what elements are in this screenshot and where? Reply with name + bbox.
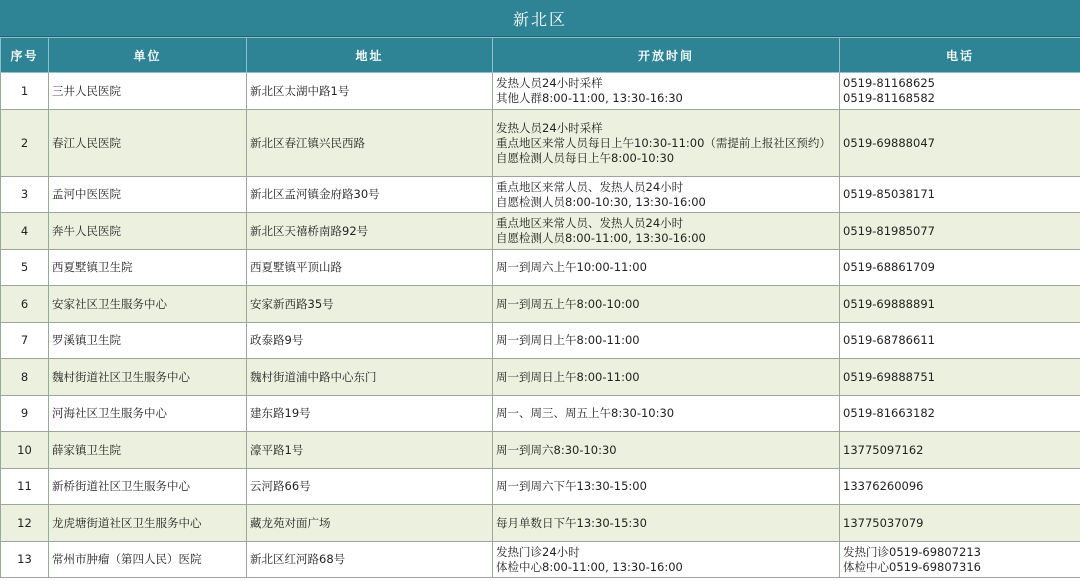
table-row <box>1 432 1080 469</box>
cell-unit: 魏村街道社区卫生服务中心 <box>49 359 247 396</box>
cell-unit: 孟河中医医院 <box>49 177 247 213</box>
cell-phone: 0519-81985077 <box>840 213 1080 250</box>
cell-address: 藏龙苑对面广场 <box>247 505 493 542</box>
cell-hours: 每月单数日下午13:30-15:30 <box>493 505 840 542</box>
cell-address: 政泰路9号 <box>247 323 493 359</box>
cell-address: 新北区天禧桥南路92号 <box>247 213 493 250</box>
cell-unit: 龙虎塘街道社区卫生服务中心 <box>49 505 247 542</box>
cell-address: 新北区红河路68号 <box>247 542 493 578</box>
cell-number: 10 <box>1 432 49 469</box>
cell-address: 新北区春江镇兴民西路 <box>247 110 493 177</box>
cell-number: 4 <box>1 213 49 250</box>
cell-unit: 薛家镇卫生院 <box>49 432 247 469</box>
cell-hours: 重点地区来常人员、发热人员24小时 自愿检测人员8:00-11:00, 13:30-16:00 <box>493 213 840 250</box>
clinic-table <box>0 37 1080 578</box>
table-row <box>1 323 1080 359</box>
column-header-phone: 电话 <box>840 38 1080 73</box>
column-header-unit: 单位 <box>49 38 247 73</box>
cell-phone: 发热门诊0519-69807213 体检中心0519-69807316 <box>840 542 1080 578</box>
cell-hours: 周一到周六上午10:00-11:00 <box>493 250 840 286</box>
cell-number: 5 <box>1 250 49 286</box>
cell-number: 7 <box>1 323 49 359</box>
cell-phone: 0519-81663182 <box>840 396 1080 432</box>
cell-hours: 周一到周六下午13:30-15:00 <box>493 469 840 505</box>
cell-number: 11 <box>1 469 49 505</box>
cell-number: 3 <box>1 177 49 213</box>
cell-address: 濠平路1号 <box>247 432 493 469</box>
cell-phone: 0519-68786611 <box>840 323 1080 359</box>
cell-address: 安家新西路35号 <box>247 286 493 323</box>
cell-number: 1 <box>1 73 49 110</box>
table-row <box>1 469 1080 505</box>
cell-unit: 三井人民医院 <box>49 73 247 110</box>
cell-hours: 周一、周三、周五上午8:30-10:30 <box>493 396 840 432</box>
cell-phone: 0519-68861709 <box>840 250 1080 286</box>
table-row <box>1 286 1080 323</box>
page-title: 新北区 <box>0 0 1080 37</box>
cell-address: 西夏墅镇平顶山路 <box>247 250 493 286</box>
column-header-number: 序号 <box>1 38 49 73</box>
table-row <box>1 396 1080 432</box>
table-row <box>1 505 1080 542</box>
column-header-hours: 开放时间 <box>493 38 840 73</box>
cell-number: 13 <box>1 542 49 578</box>
cell-phone: 13775097162 <box>840 432 1080 469</box>
cell-unit: 奔牛人民医院 <box>49 213 247 250</box>
cell-number: 2 <box>1 110 49 177</box>
cell-number: 12 <box>1 505 49 542</box>
cell-number: 6 <box>1 286 49 323</box>
cell-unit: 河海社区卫生服务中心 <box>49 396 247 432</box>
table-header-row <box>1 38 1080 73</box>
cell-address: 魏村街道浦中路中心东门 <box>247 359 493 396</box>
cell-address: 新北区太湖中路1号 <box>247 73 493 110</box>
column-header-address: 地址 <box>247 38 493 73</box>
cell-hours: 发热门诊24小时 体检中心8:00-11:00, 13:30-16:00 <box>493 542 840 578</box>
table-row <box>1 110 1080 177</box>
cell-address: 建东路19号 <box>247 396 493 432</box>
cell-unit: 罗溪镇卫生院 <box>49 323 247 359</box>
cell-phone: 0519-69888891 <box>840 286 1080 323</box>
table-row <box>1 73 1080 110</box>
cell-unit: 新桥街道社区卫生服务中心 <box>49 469 247 505</box>
table-row <box>1 542 1080 578</box>
cell-phone: 0519-81168625 0519-81168582 <box>840 73 1080 110</box>
table-row <box>1 213 1080 250</box>
cell-phone: 13775037079 <box>840 505 1080 542</box>
cell-hours: 周一到周日上午8:00-11:00 <box>493 323 840 359</box>
cell-phone: 0519-85038171 <box>840 177 1080 213</box>
cell-hours: 周一到周五上午8:00-10:00 <box>493 286 840 323</box>
cell-phone: 0519-69888047 <box>840 110 1080 177</box>
cell-unit: 西夏墅镇卫生院 <box>49 250 247 286</box>
cell-number: 9 <box>1 396 49 432</box>
cell-hours: 发热人员24小时采样 其他人群8:00-11:00, 13:30-16:30 <box>493 73 840 110</box>
cell-unit: 常州市肿瘤（第四人民）医院 <box>49 542 247 578</box>
cell-unit: 安家社区卫生服务中心 <box>49 286 247 323</box>
cell-address: 新北区孟河镇金府路30号 <box>247 177 493 213</box>
cell-hours: 周一到周六8:30-10:30 <box>493 432 840 469</box>
table-row <box>1 177 1080 213</box>
cell-phone: 13376260096 <box>840 469 1080 505</box>
cell-hours: 周一到周日上午8:00-11:00 <box>493 359 840 396</box>
cell-number: 8 <box>1 359 49 396</box>
cell-unit: 春江人民医院 <box>49 110 247 177</box>
table-row <box>1 359 1080 396</box>
cell-hours: 发热人员24小时采样 重点地区来常人员每日上午10:30-11:00（需提前上报社区预约） 自愿检测人员每日上午8:00-10:30 <box>493 110 840 177</box>
cell-phone: 0519-69888751 <box>840 359 1080 396</box>
cell-address: 云河路66号 <box>247 469 493 505</box>
cell-hours: 重点地区来常人员、发热人员24小时 自愿检测人员8:00-10:30, 13:30-16:00 <box>493 177 840 213</box>
table-row <box>1 250 1080 286</box>
